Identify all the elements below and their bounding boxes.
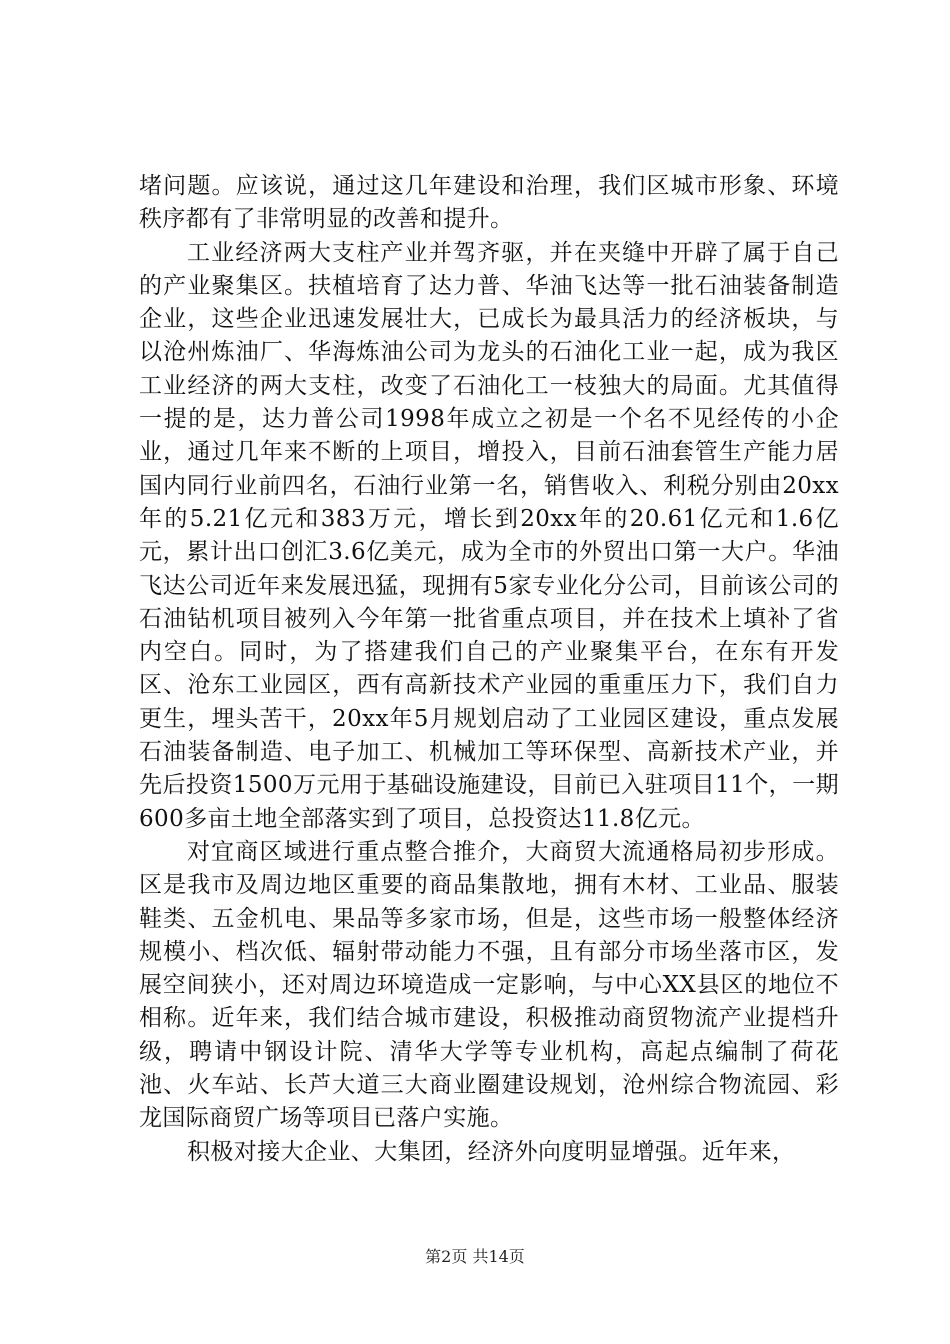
paragraph-enterprise-docking: 积极对接大企业、大集团，经济外向度明显增强。近年来， <box>187 1138 796 1165</box>
document-body <box>139 170 839 1169</box>
paragraph-continuation: 堵问题。应该说，通过这几年建设和治理，我们区城市形象、环境秩序都有了非常明显的改善和提升。 <box>139 173 839 233</box>
paragraph-commerce-logistics: 对宜商区域进行重点整合推介，大商贸大流通格局初步形成。区是我市及周边地区重要的商品集散地，拥有木材、工业品、服装鞋类、五金机电、果品等多家市场，但是，这些市场一般整体经济规模小、档次低、辐射带动能力不强，且有部分市场坐落市区，发展空间狭小，还对周边环境造成一定影响，与中心XX县区的地位不相称。近年来，我们结合城市建设，积极推动商贸物流产业提档升级，聘请中钢设计院、清华大学等专业机构，高起点编制了荷花池、火车站、长芦大道三大商业圈建设规划，沧州综合物流园、彩龙国际商贸广场等项目已落户实施。 <box>139 838 839 1132</box>
paragraph-industrial-economy: 工业经济两大支柱产业并驾齐驱，并在夹缝中开辟了属于自己的产业聚集区。扶植培育了达力普、华油飞达等一批石油装备制造企业，这些企业迅速发展壮大，已成长为最具活力的经济板块，与以沧州炼油厂、华海炼油公司为龙头的石油化工业一起，成为我区工业经济的两大支柱，改变了石油化工一枝独大的局面。尤其值得一提的是，达力普公司1998年成立之初是一个名不见经传的小企业，通过几年来不断的上项目，增投入，目前石油套管生产能力居国内同行业前四名，石油行业第一名，销售收入、利税分别由20xx年的5.21亿元和383万元，增长到20xx年的20.61亿元和1.6亿元，累计出口创汇3.6亿美元，成为全市的外贸出口第一大户。华油飞达公司近年来发展迅猛，现拥有5家专业化分公司，目前该公司的石油钻机项目被列入今年第一批省重点项目，并在技术上填补了省内空白。同时，为了搭建我们自己的产业聚集平台，在东有开发区、沧东工业园区，西有高新技术产业园的重重压力下，我们自力更生，埋头苦干，20xx年5月规划启动了工业园区建设，重点发展石油装备制造、电子加工、机械加工等环保型、高新技术产业，并先后投资1500万元用于基础设施建设，目前已入驻项目11个，一期600多亩土地全部落实到了项目，总投资达11.8亿元。 <box>139 239 839 832</box>
page-number-footer: 第2页 共14页 <box>425 1247 525 1266</box>
